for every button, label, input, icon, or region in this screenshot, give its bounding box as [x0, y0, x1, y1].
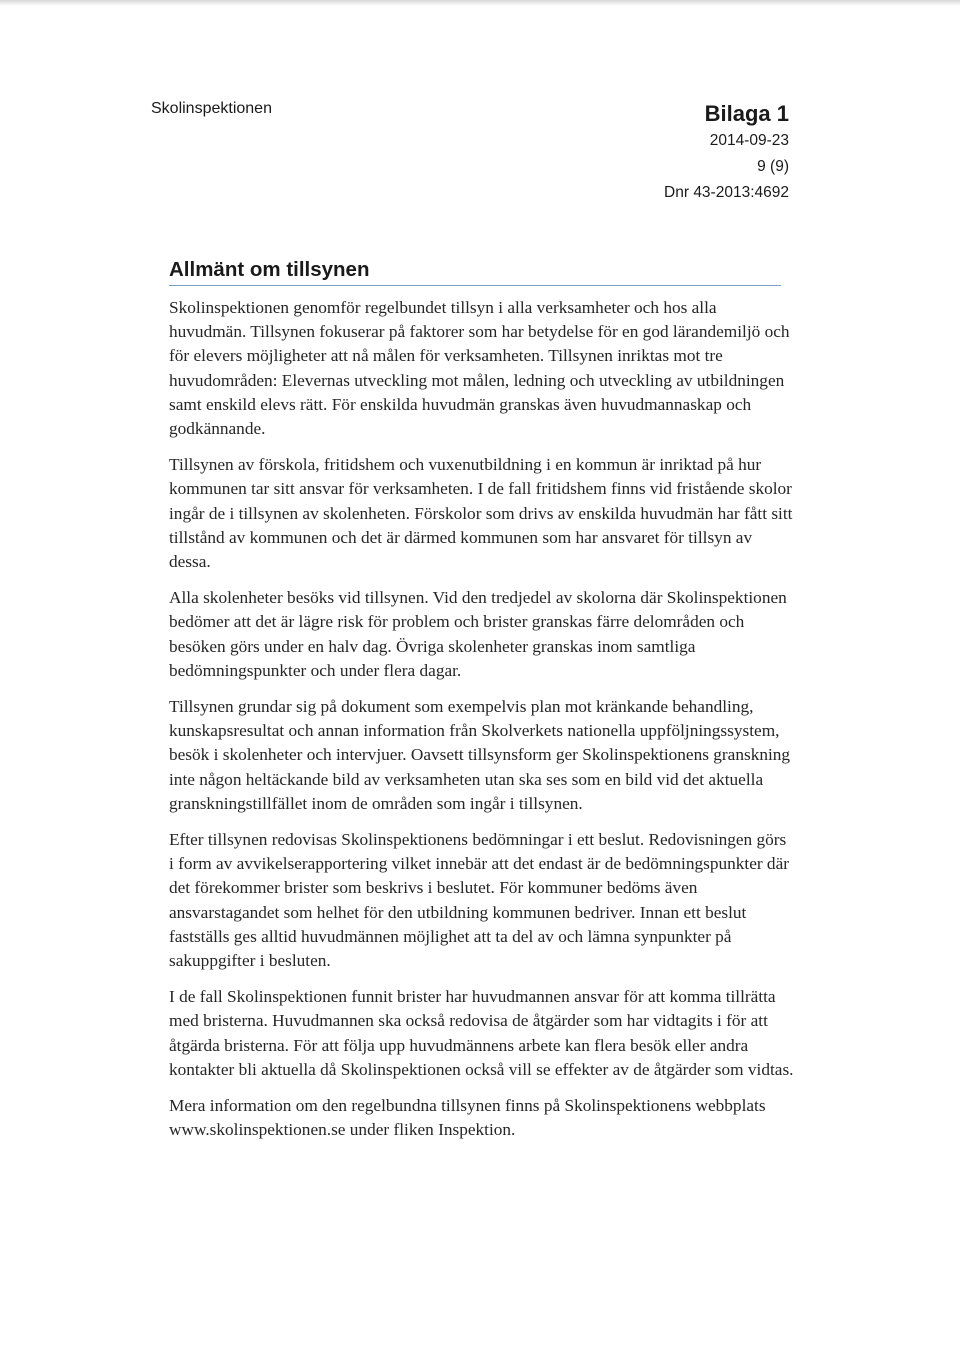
paragraph: Efter tillsynen redovisas Skolinspektionens bedömningar i ett beslut. Redovisningen görs i form av avvikelserapportering vilket innebär att det endast är de bedömningspunkter där det förekommer brister som beskrivs i beslutet. För kommuner bedöms även ansvarstagandet som helhet för den utbildning kommunen bedriver. Innan ett beslut fastställs ges alltid huvudmännen möjlighet att ta del av och lämna synpunkter på sakuppgifter i besluten. — [169, 830, 789, 971]
document-header — [664, 100, 789, 206]
paragraph: Alla skolenheter besöks vid tillsynen. Vid den tredjedel av skolorna där Skolinspektionen bedömer att det är lägre risk för problem och brister granskas färre delområden och besöken görs under en halv dag. Övriga skolenheter granskas inom samtliga bedömningspunkter och under flera dagar. — [169, 588, 787, 680]
document-date: 2014-09-23 — [709, 132, 789, 149]
paragraph: Tillsynen grundar sig på dokument som exempelvis plan mot kränkande behandling, kunskapsresultat och annan information från Skolverkets nationella uppföljningssystem, besök i skolenheter och intervjuer. Oavsett tillsynsform ger Skolinspektionens granskning inte någon heltäckande bild av verksamheten utan ska ses som en bild vid det aktuella granskningstillfället inom de områden som ingår i tillsynen. — [169, 697, 791, 813]
paragraph: Skolinspektionen genomför regelbundet tillsyn i alla verksamheter och hos alla huvudmän. Tillsynen fokuserar på faktorer som har betydelse för en god lärandemiljö och för elevers möjligheter att nå målen för verksamheten. Tillsynen inriktas mot tre huvudområden: Elevernas utveckling mot målen, ledning och utveckling av utbildningen samt enskild elevs rätt. För enskilda huvudmän granskas även huvudmannaskap och godkännande. — [169, 298, 790, 439]
paragraph: I de fall Skolinspektionen funnit brister har huvudmannen ansvar för att komma tillrätta med bristerna. Huvudmannen ska också redovisa de åtgärder som har vidtagits i för att åtgärda bristerna. För att följa upp huvudmännens arbete kan flera besök eller andra kontakter bli aktuella då Skolinspektionen också vill se effekter av de åtgärder som vidtas. — [169, 987, 794, 1079]
paragraph: Tillsynen av förskola, fritidshem och vuxenutbildning i en kommun är inriktad på hur kommunen tar sitt ansvar för verksamheten. I de fall fritidshem finns vid fristående skolor ingår de i tillsynen av skolenheten. Förskolor som drivs av enskilda huvudmän har fått sitt tillstånd av kommunen och det är därmed kommunen som har ansvaret för tillsyn av dessa. — [169, 455, 793, 572]
section-body — [169, 296, 795, 1155]
reference-number: Dnr 43-2013:4692 — [664, 184, 789, 201]
scan-edge — [0, 0, 960, 6]
paragraph: Mera information om den regelbundna tillsynen finns på Skolinspektionens webbplats www.skolinspektionen.se under fliken Inspektion. — [169, 1096, 766, 1140]
section-title: Allmänt om tillsynen — [169, 258, 781, 286]
organization-name: Skolinspektionen — [151, 100, 272, 117]
page-number: 9 (9) — [757, 158, 789, 175]
attachment-label: Bilaga 1 — [704, 101, 789, 126]
